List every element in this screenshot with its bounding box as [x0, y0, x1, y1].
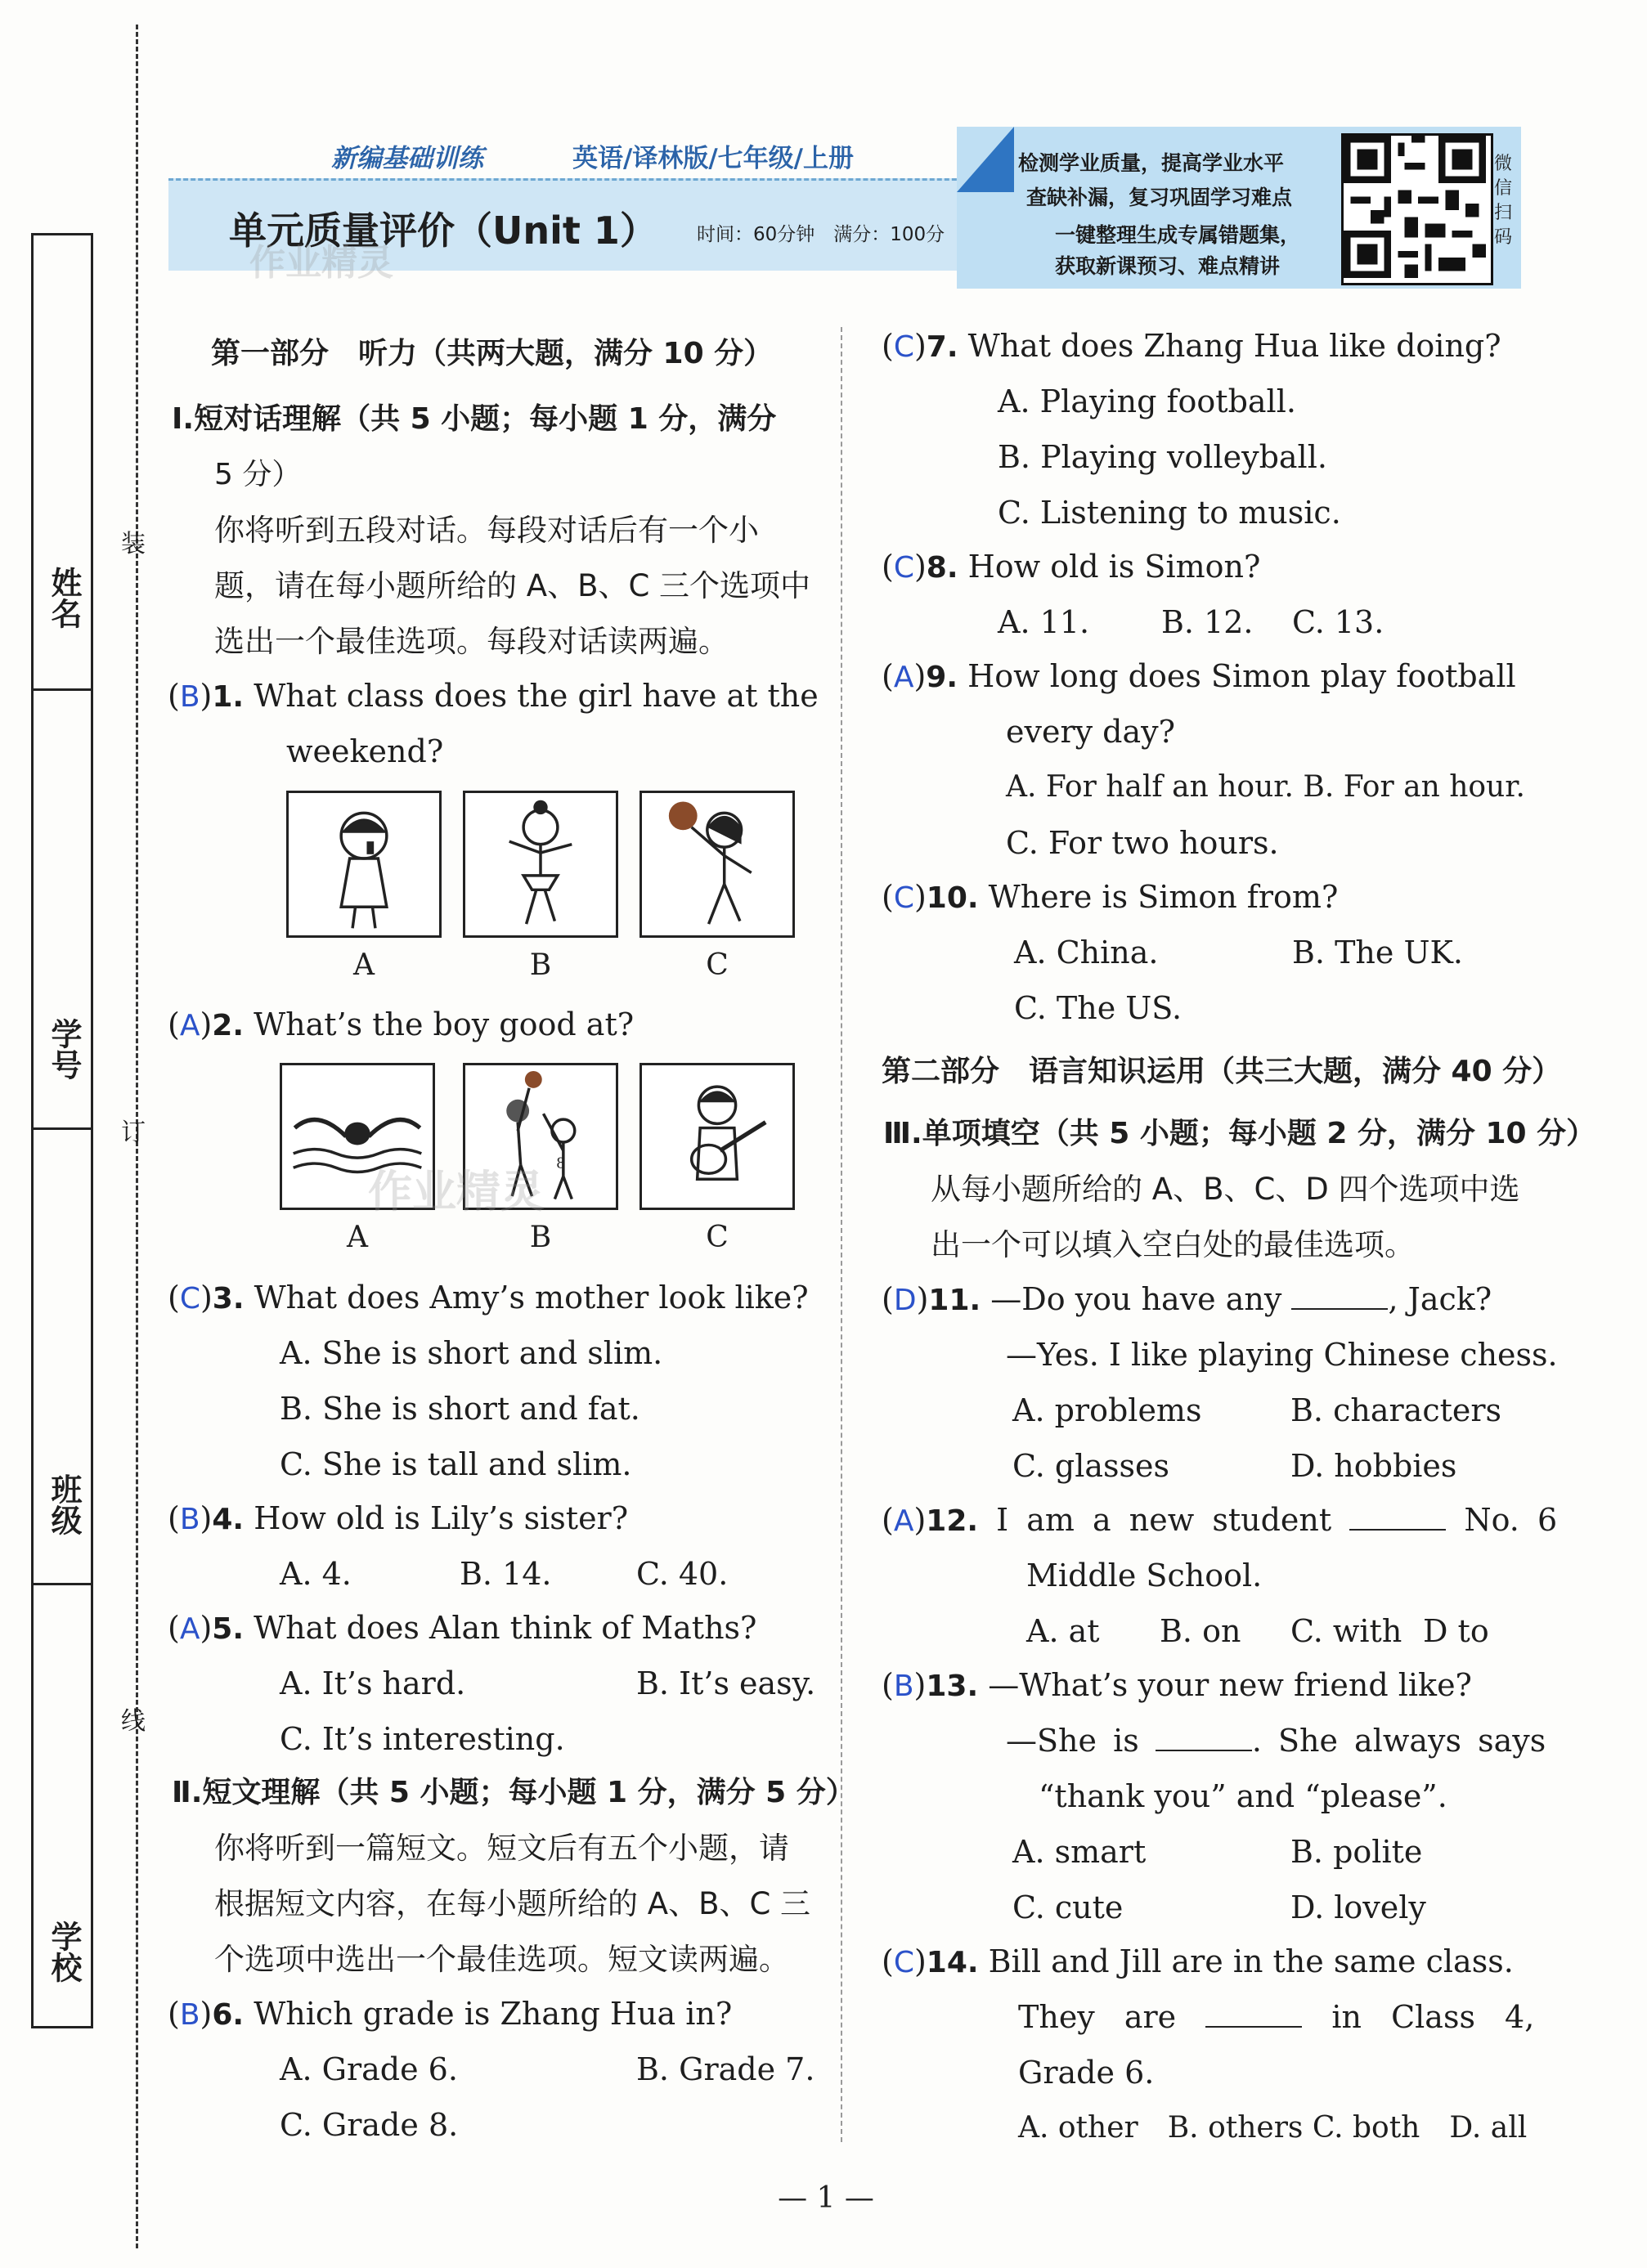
option-c: C. 13. — [1292, 604, 1384, 640]
option-a: A. problems — [1012, 1392, 1202, 1428]
option-a: A. Playing football. — [998, 383, 1296, 419]
picture-girl-singing — [286, 791, 442, 938]
part2-heading: 第二部分 语言知识运用（共三大题，满分 40 分） — [882, 1055, 1562, 1088]
question-10: (C)10. Where is Simon from? — [882, 879, 1339, 915]
answer-5: A — [179, 1612, 200, 1646]
picture-girl-dancing — [463, 791, 618, 938]
section2-instruction: 个选项中选出一个最佳选项。短文读两遍。 — [214, 1942, 789, 1977]
promo-line-2: 查缺补漏，复习巩固学习难点 — [1026, 186, 1293, 209]
answer-13: B — [893, 1670, 914, 1703]
time-info: 时间：60分钟 满分：100分 — [697, 224, 945, 245]
book-label: 英语/译林版/七年级/上册 — [572, 144, 854, 173]
option-b: B. 14. — [460, 1556, 552, 1592]
question-5: (A)5. What does Alan think of Maths? — [168, 1610, 757, 1646]
option-a: A. at — [1026, 1613, 1100, 1649]
section2-instruction: 你将听到一篇短文。短文后有五个小题，请 — [214, 1831, 789, 1866]
answer-7: C — [893, 330, 914, 364]
section2-instruction: 根据短文内容，在每小题所给的 A、B、C 三 — [214, 1886, 811, 1921]
student-id-box — [31, 688, 93, 1130]
question-13-cont: —She is . She always says — [1006, 1723, 1546, 1759]
page-number: — 1 — — [778, 2181, 874, 2215]
promo-line-3: 一键整理生成专属错题集， — [1055, 223, 1301, 247]
series-label: 新编基础训练 — [331, 144, 483, 173]
option-c: C. The US. — [1014, 990, 1183, 1026]
answer-9: A — [893, 661, 914, 694]
option-c: C. Listening to music. — [998, 495, 1341, 531]
cut-mark-xian: 线 — [121, 1707, 146, 1736]
option-c: C. Grade 8. — [280, 2107, 459, 2143]
options: A. other B. others C. both D. all — [1018, 2111, 1528, 2145]
blank — [1205, 2003, 1302, 2028]
question-1: (B)1. What class does the girl have at the — [168, 678, 819, 714]
answer-6: B — [179, 1998, 200, 2032]
option-b: B. 12. — [1161, 604, 1254, 640]
option-a: A. She is short and slim. — [280, 1335, 663, 1371]
answer-11: D — [893, 1284, 917, 1317]
question-11: (D)11. —Do you have any , Jack? — [882, 1281, 1492, 1317]
qr-code-icon[interactable] — [1341, 133, 1493, 285]
answer-3: C — [179, 1282, 200, 1316]
picture-label-b: B — [529, 1221, 552, 1254]
section1-heading-cont: 5 分） — [214, 458, 302, 491]
blank — [1156, 1727, 1252, 1751]
section1-instruction: 你将听到五段对话。每段对话后有一个小 — [214, 513, 759, 548]
picture-boy-guitar — [640, 1063, 795, 1210]
question-11-cont: —Yes. I like playing Chinese chess. — [1006, 1337, 1558, 1373]
question-13: (B)13. —What’s your new friend like? — [882, 1667, 1472, 1703]
option-c: C. cute — [1012, 1889, 1124, 1925]
picture-label-b: B — [529, 948, 552, 982]
question-1-cont: weekend? — [286, 733, 444, 769]
name-box — [31, 233, 93, 691]
question-3: (C)3. What does Amy’s mother look like? — [168, 1280, 809, 1316]
question-4: (B)4. How old is Lily’s sister? — [168, 1500, 629, 1536]
section2-heading: Ⅱ.短文理解（共 5 小题；每小题 1 分，满分 5 分） — [172, 1776, 855, 1809]
blank — [1349, 1506, 1446, 1531]
class-label: 班级 — [46, 1473, 82, 1535]
promo-line-1: 检测学业质量，提高学业水平 — [1018, 151, 1285, 175]
watermark: 作业精灵 — [368, 1166, 545, 1217]
option-d: D. hobbies — [1290, 1448, 1457, 1484]
option-b: B. on — [1160, 1613, 1241, 1649]
option-a: A. 4. — [280, 1556, 352, 1592]
option-b: B. polite — [1290, 1834, 1423, 1870]
question-12: (A)12. I am a new student No. 6 — [882, 1502, 1558, 1538]
option-a: A. It’s hard. — [280, 1665, 466, 1701]
option-b: B. It’s easy. — [636, 1665, 816, 1701]
school-label: 学校 — [46, 1921, 82, 1983]
answer-12: A — [893, 1504, 914, 1538]
blank — [1291, 1285, 1388, 1310]
section3-heading: Ⅲ.单项填空（共 5 小题；每小题 2 分，满分 10 分） — [883, 1117, 1596, 1150]
option-a: A. 11. — [998, 604, 1090, 640]
answer-8: C — [893, 551, 914, 585]
page-title: 单元质量评价（Unit 1） — [229, 208, 657, 253]
question-9-cont: every day? — [1006, 714, 1175, 750]
school-box — [31, 1583, 93, 2028]
picture-label-a: A — [353, 948, 375, 982]
option-c: C. She is tall and slim. — [280, 1446, 632, 1482]
question-14-cont: Grade 6. — [1018, 2055, 1155, 2091]
option-b: B. Playing volleyball. — [998, 439, 1327, 475]
option-c: C. For two hours. — [1006, 825, 1279, 861]
picture-label-a: A — [347, 1221, 368, 1254]
option-b: B. Grade 7. — [636, 2051, 815, 2087]
answer-14: C — [893, 1946, 914, 1979]
answer-1: B — [179, 680, 200, 714]
cut-mark-ding: 订 — [121, 1118, 146, 1147]
column-divider — [841, 327, 842, 2142]
answer-10: C — [893, 881, 914, 915]
triangle-icon — [957, 127, 1014, 192]
option-c: C. with — [1290, 1613, 1402, 1649]
option-d: D. lovely — [1290, 1889, 1426, 1925]
student-id-label: 学号 — [46, 1018, 82, 1080]
option-d: D to — [1423, 1613, 1489, 1649]
picture-label-c: C — [706, 1221, 729, 1254]
option-ab: A. For half an hour. B. For an hour. — [1006, 770, 1525, 804]
question-6: (B)6. Which grade is Zhang Hua in? — [168, 1996, 733, 2032]
part1-heading: 第一部分 听力（共两大题，满分 10 分） — [211, 337, 774, 370]
question-12-cont: Middle School. — [1026, 1558, 1263, 1593]
question-7: (C)7. What does Zhang Hua like doing? — [882, 328, 1501, 364]
section1-heading: Ⅰ.短对话理解（共 5 小题；每小题 1 分，满分 — [172, 402, 777, 436]
svg-text:8: 8 — [556, 1155, 566, 1172]
answer-4: B — [179, 1503, 200, 1536]
section3-instruction: 从每小题所给的 A、B、C、D 四个选项中选 — [931, 1172, 1520, 1207]
option-c: C. It’s interesting. — [280, 1721, 565, 1757]
cut-mark-zhuang: 装 — [121, 530, 146, 558]
question-14-cont: They are in Class 4, — [1018, 1999, 1535, 2035]
picture-label-c: C — [706, 948, 729, 982]
qr-label: 微信扫码 — [1493, 154, 1512, 248]
section1-instruction: 选出一个最佳选项。每段对话读两遍。 — [214, 624, 729, 659]
option-b: B. characters — [1290, 1392, 1502, 1428]
section1-instruction: 题，请在每小题所给的 A、B、C 三个选项中 — [214, 568, 811, 603]
picture-girl-basketball — [640, 791, 795, 938]
option-b: B. She is short and fat. — [280, 1391, 640, 1427]
question-13-cont: “thank you” and “please”. — [1039, 1778, 1447, 1814]
question-14: (C)14. Bill and Jill are in the same class. — [882, 1943, 1514, 1979]
option-a: A. China. — [1014, 935, 1159, 970]
watermark: 作业精灵 — [249, 242, 393, 284]
option-a: A. Grade 6. — [280, 2051, 458, 2087]
section3-instruction: 出一个可以填入空白处的最佳选项。 — [931, 1227, 1415, 1262]
question-9: (A)9. How long does Simon play football — [882, 658, 1516, 694]
name-label: 姓名 — [46, 567, 82, 629]
option-c: C. 40. — [636, 1556, 729, 1592]
option-a: A. smart — [1012, 1834, 1147, 1870]
question-8: (C)8. How old is Simon? — [882, 549, 1261, 585]
answer-2: A — [179, 1009, 200, 1042]
promo-line-4: 获取新课预习、难点精讲 — [1055, 254, 1281, 278]
question-2: (A)2. What’s the boy good at? — [168, 1006, 635, 1042]
option-b: B. The UK. — [1292, 935, 1463, 970]
option-c: C. glasses — [1012, 1448, 1170, 1484]
class-box — [31, 1127, 93, 1585]
